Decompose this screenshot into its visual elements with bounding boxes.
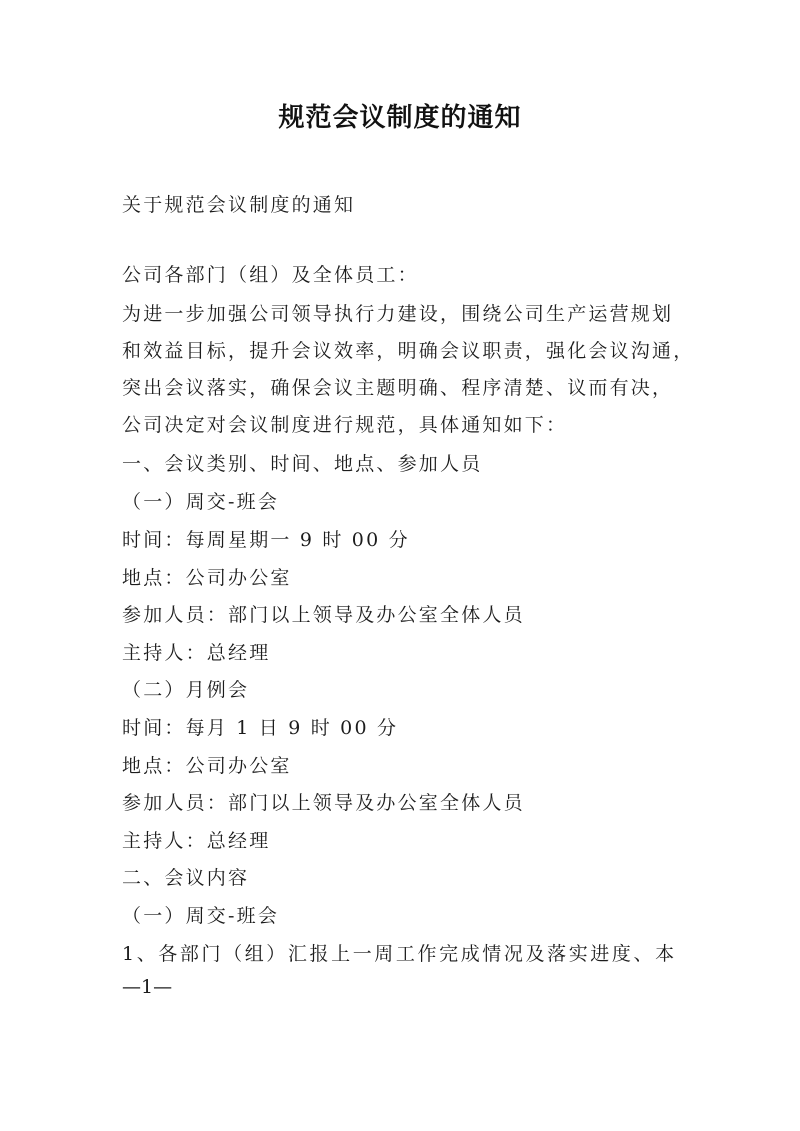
section-heading: 一、会议类别、时间、地点、参加人员 [122,453,483,475]
text-line: 地点：公司办公室 [122,567,292,589]
text-line: 主持人：总经理 [122,642,271,664]
subtitle-line: 关于规范会议制度的通知 [122,194,356,216]
text-line: 参加人员：部门以上领导及办公室全体人员 [122,792,525,814]
text-line: 突出会议落实，确保会议主题明确、程序清楚、议而有决， [122,377,674,399]
subsection-heading: （一）周交-班会 [122,491,280,513]
document-title: 规范会议制度的通知 [278,103,522,133]
text-line: 地点：公司办公室 [122,755,292,777]
text-line: 公司各部门（组）及全体员工： [122,264,419,286]
text-line: 1、各部门（组）汇报上一周工作完成情况及落实进度、本 [122,943,677,965]
text-line: 参加人员：部门以上领导及办公室全体人员 [122,604,525,626]
section-heading: 二、会议内容 [122,867,250,889]
text-line: 为进一步加强公司领导执行力建设，围绕公司生产运营规划 [122,303,674,325]
text-line: 时间：每周星期一 9 时 00 分 [122,529,410,551]
text-line: 和效益目标，提升会议效率，明确会议职责，强化会议沟通， [122,340,695,362]
text-line: 公司决定对会议制度进行规范，具体通知如下： [122,414,568,436]
subsection-heading: （一）周交-班会 [122,905,280,927]
text-line: 时间：每月 1 日 9 时 00 分 [122,717,399,739]
subsection-heading: （二）月例会 [122,679,250,701]
page-number: —1— [122,976,173,998]
text-line: 主持人：总经理 [122,830,271,852]
